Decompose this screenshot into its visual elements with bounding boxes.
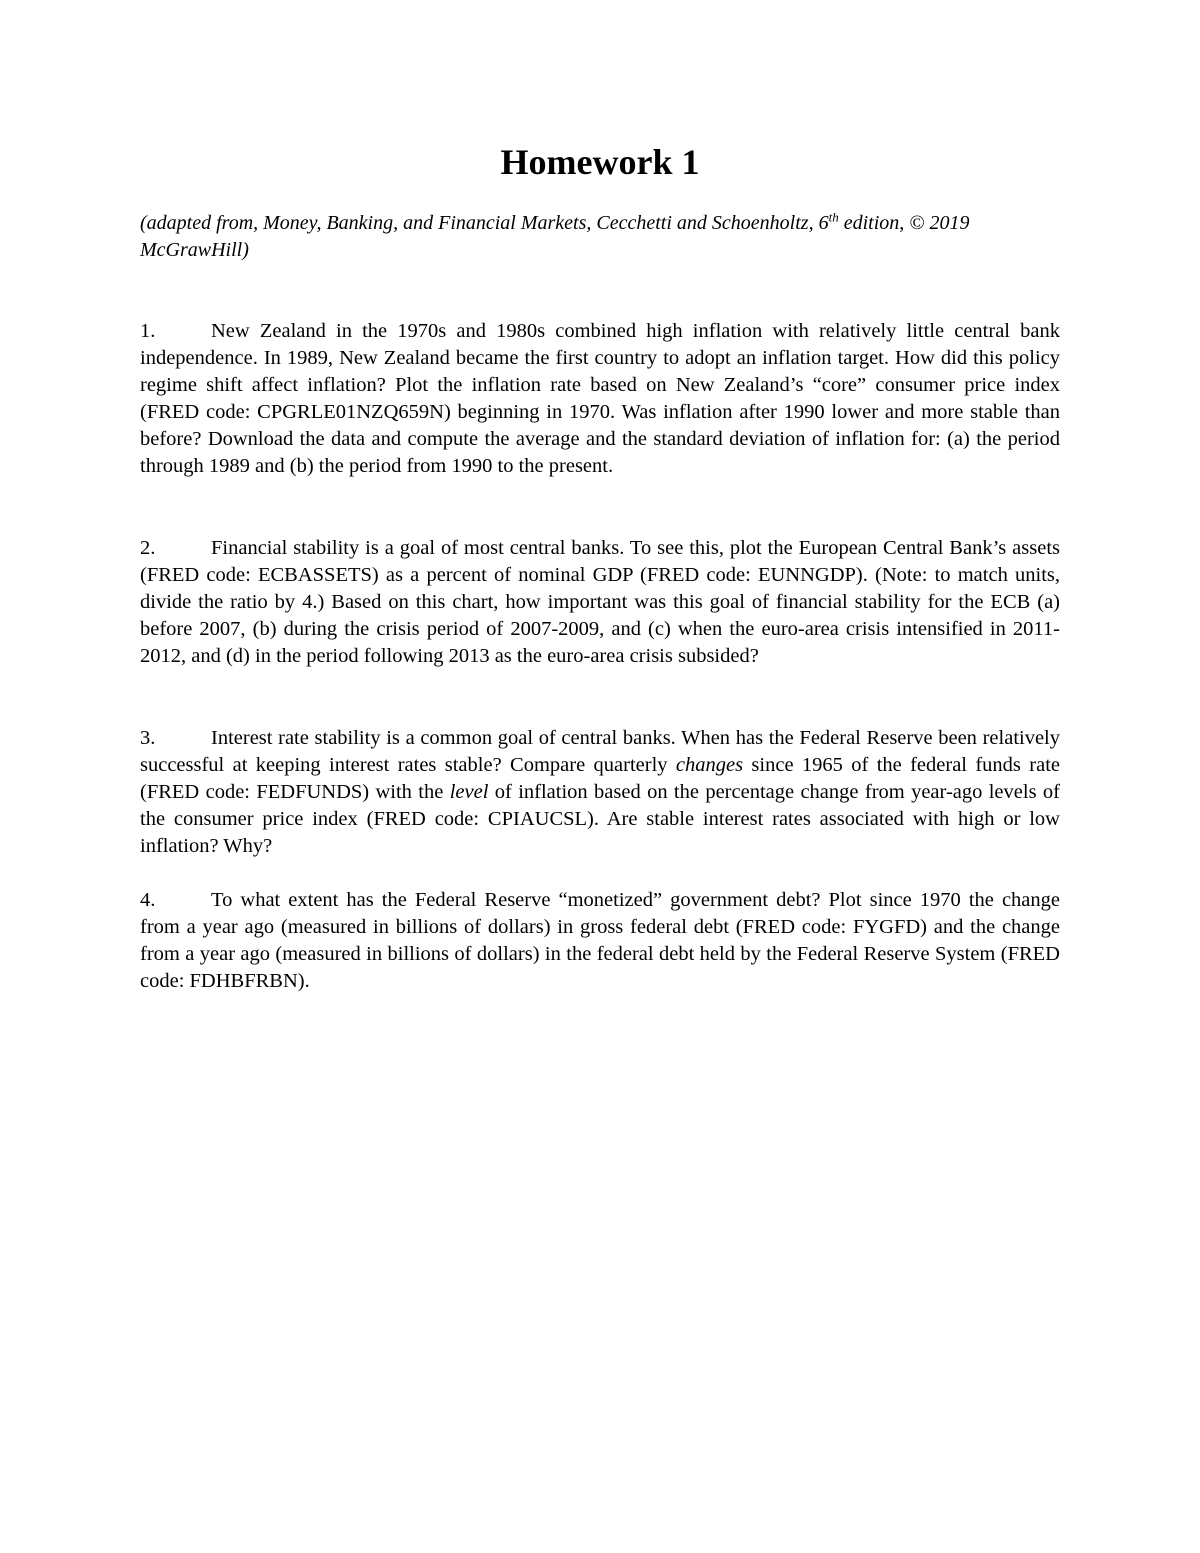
emphasis-changes: changes	[675, 754, 744, 776]
question-2	[140, 535, 1060, 670]
emphasis-level: level	[449, 781, 489, 803]
question-text: To what extent has the Federal Reserve “monetized” government debt? Plot since 1970 the change from a year ago (measured in billions of dollars) in gross federal debt (FRED code: FYGFD) and the change from a year ago (measured in billions of dollars) in the federal debt held by the Federal Reserve System (FRED code: FDHBFRBN).	[140, 889, 1060, 992]
question-1	[140, 318, 1060, 480]
document-title: Homework 1	[500, 142, 700, 182]
question-number: 1.	[140, 320, 156, 342]
question-text: Financial stability is a goal of most central banks. To see this, plot the European Central Bank’s assets (FRED code: ECBASSETS) as a percent of nominal GDP (FRED code: EUNNGDP). (Note: to match units, divide the ratio by 4.) Based on this chart, how important was this goal of financial stability for the ECB (a) before 2007, (b) during the crisis period of 2007-2009, and (c) when the euro-area crisis intensified in 2011-2012, and (d) in the period following 2013 as the euro-area crisis subsided?	[140, 537, 1060, 667]
question-4	[140, 887, 1060, 995]
question-text: New Zealand in the 1970s and 1980s combined high inflation with relatively little central bank independence. In 1989, New Zealand became the first country to adopt an inflation target. How did this policy regime shift affect inflation? Plot the inflation rate based on New Zealand’s “core” consumer price index (FRED code: CPGRLE01NZQ659N) beginning in 1970. Was inflation after 1990 lower and more stable than before? Download the data and compute the average and the standard deviation of inflation for: (a) the period through 1989 and (b) the period from 1990 to the present.	[140, 320, 1060, 477]
question-number: 3.	[140, 727, 156, 749]
source-citation-prefix: (adapted from, Money, Banking, and Financial Markets, Cecchetti and Schoenholtz, 6	[140, 212, 829, 234]
question-3	[140, 725, 1060, 860]
question-number: 4.	[140, 889, 156, 911]
question-text-part-1: Interest rate stability is a common goal of central banks. When has the Federal Reserve been relatively successful at keeping interest rates stable? Compare quarterly	[140, 727, 1060, 776]
edition-superscript: th	[828, 209, 839, 225]
source-citation-suffix: edition, © 2019 McGrawHill)	[140, 212, 970, 261]
question-text-part-3: of inflation based on the percentage change from year-ago levels of the consumer price index (FRED code: CPIAUCSL). Are stable interest rates associated with high or low inflation? Why?	[140, 781, 1060, 857]
question-number: 2.	[140, 537, 156, 559]
question-text-part-2: since 1965 of the federal funds rate (FRED code: FEDFUNDS) with the	[140, 754, 1060, 803]
source-citation	[140, 210, 1060, 264]
